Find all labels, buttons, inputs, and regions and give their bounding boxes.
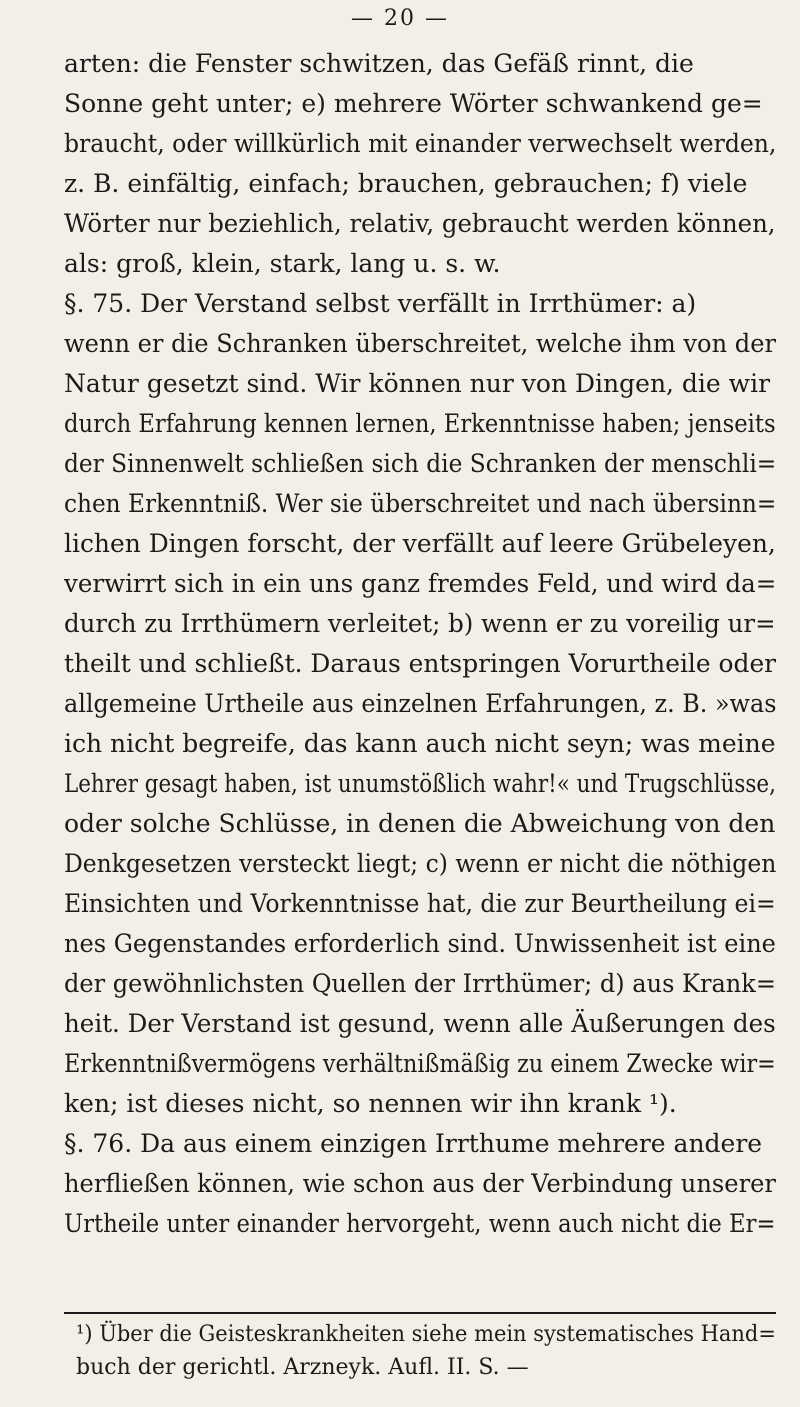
text-line: Wörter nur beziehlich, relativ, gebraucht werden können, bbox=[64, 209, 776, 238]
text-line: braucht, oder willkürlich mit einander verwechselt werden, bbox=[64, 129, 776, 158]
text-line: Lehrer gesagt haben, ist unumstößlich wahr!« und Trugschlüsse, bbox=[64, 769, 776, 798]
text-line: als: groß, klein, stark, lang u. s. w. bbox=[64, 249, 501, 278]
body-text bbox=[64, 44, 776, 1244]
text-line: verwirrt sich in ein uns ganz fremdes Feld, und wird da= bbox=[64, 569, 776, 598]
text-line: Einsichten und Vorkenntnisse hat, die zur Beurtheilung ei= bbox=[64, 889, 776, 918]
text-line: der Sinnenwelt schließen sich die Schranken der menschli= bbox=[64, 449, 776, 478]
text-line: chen Erkenntniß. Wer sie überschreitet und nach übersinn= bbox=[64, 489, 776, 518]
text-line: lichen Dingen forscht, der verfällt auf leere Grübeleyen, bbox=[64, 529, 776, 558]
text-line: wenn er die Schranken überschreitet, welche ihm von der bbox=[64, 329, 776, 358]
text-line: ich nicht begreife, das kann auch nicht seyn; was meine bbox=[64, 729, 776, 758]
text-line: Sonne geht unter; e) mehrere Wörter schwankend ge= bbox=[64, 89, 763, 118]
text-line: der gewöhnlichsten Quellen der Irrthümer; d) aus Krank= bbox=[64, 969, 776, 998]
text-line: arten: die Fenster schwitzen, das Gefäß rinnt, die bbox=[64, 49, 694, 78]
text-line: theilt und schließt. Daraus entspringen Vorurtheile oder bbox=[64, 649, 776, 678]
text-line: §. 75. Der Verstand selbst verfällt in Irrthümer: a) bbox=[64, 289, 697, 318]
text-line: §. 76. Da aus einem einzigen Irrthume mehrere andere bbox=[64, 1129, 763, 1158]
text-line: durch Erfahrung kennen lernen, Erkenntnisse haben; jenseits bbox=[64, 409, 776, 438]
text-line: heit. Der Verstand ist gesund, wenn alle Äußerungen des bbox=[64, 1009, 776, 1038]
text-line: z. B. einfältig, einfach; brauchen, gebrauchen; f) viele bbox=[64, 169, 748, 198]
text-line: Denkgesetzen versteckt liegt; c) wenn er nicht die nöthigen bbox=[64, 849, 776, 878]
text-line: Urtheile unter einander hervorgeht, wenn auch nicht die Er= bbox=[64, 1209, 776, 1238]
footnote bbox=[76, 1318, 776, 1384]
page-number: — 20 — bbox=[351, 6, 449, 31]
footnote-divider bbox=[64, 1312, 776, 1314]
text-line: nes Gegenstandes erforderlich sind. Unwissenheit ist eine bbox=[64, 929, 776, 958]
footnote-line: buch der gerichtl. Arzneyk. Aufl. II. S. — bbox=[76, 1355, 529, 1380]
text-line: oder solche Schlüsse, in denen die Abweichung von den bbox=[64, 809, 776, 838]
text-line: Natur gesetzt sind. Wir können nur von Dingen, die wir bbox=[64, 369, 771, 398]
footnote-line: ¹) Über die Geisteskrankheiten siehe mein systematisches Hand= bbox=[76, 1322, 776, 1347]
text-line: herfließen können, wie schon aus der Verbindung unserer bbox=[64, 1169, 776, 1198]
text-line: ken; ist dieses nicht, so nennen wir ihn krank ¹). bbox=[64, 1089, 677, 1118]
text-line: durch zu Irrthümern verleitet; b) wenn er zu voreilig ur= bbox=[64, 609, 776, 638]
text-line: Erkenntnißvermögens verhältnißmäßig zu einem Zwecke wir= bbox=[64, 1049, 776, 1078]
text-line: allgemeine Urtheile aus einzelnen Erfahrungen, z. B. »was bbox=[64, 689, 776, 718]
